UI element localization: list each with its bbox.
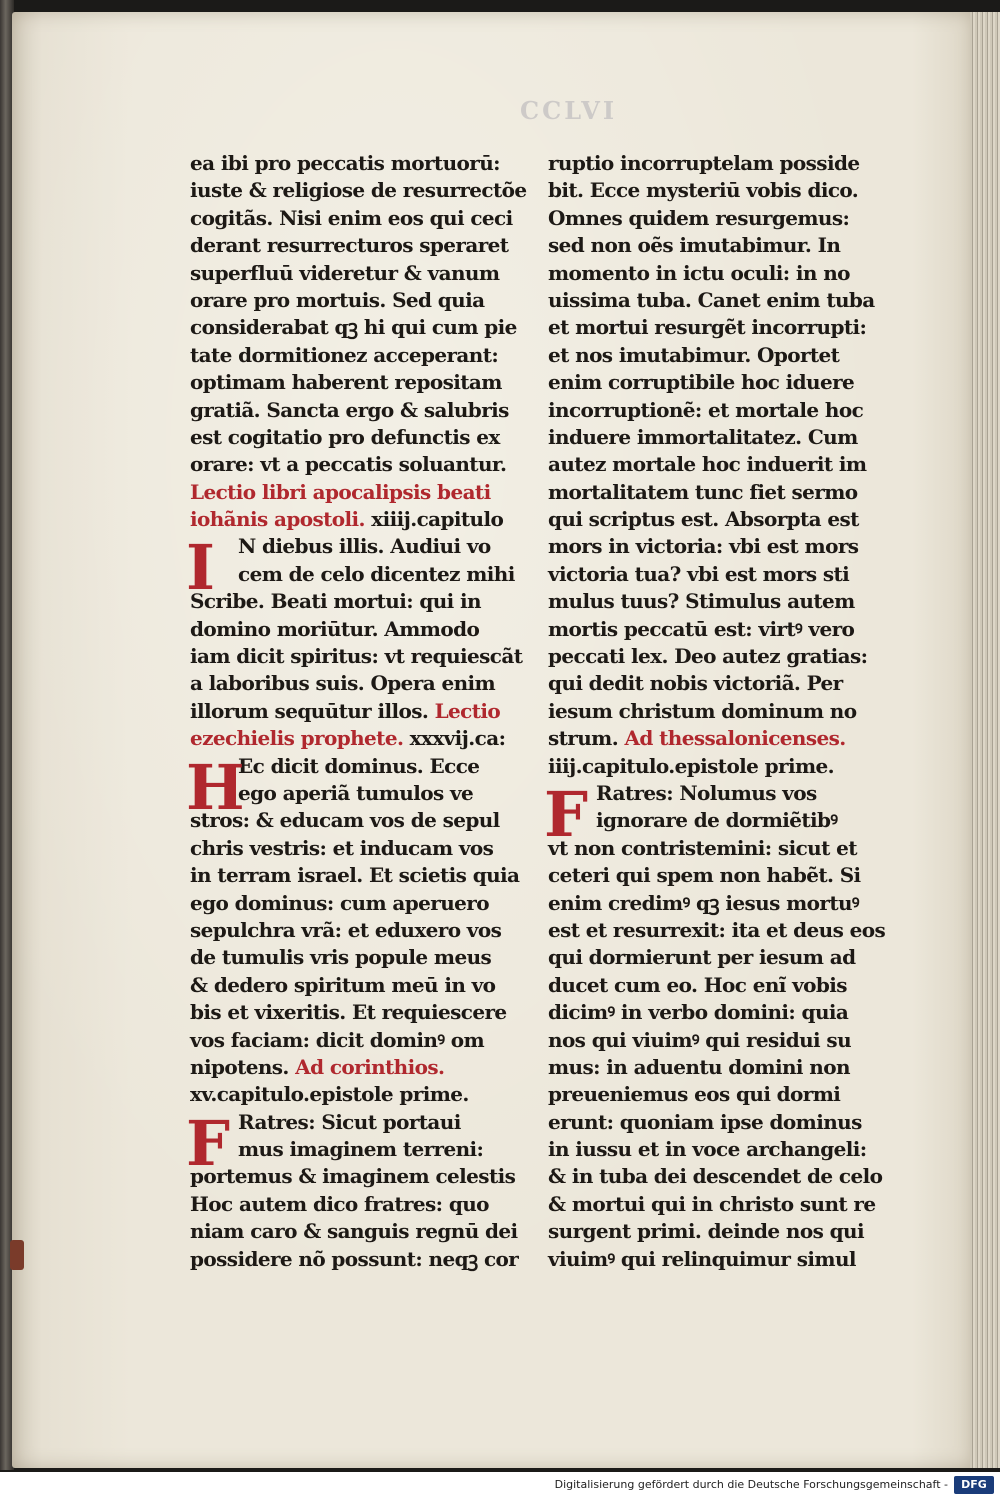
line-text: et mortui resurgẽt incorrupti:	[548, 315, 867, 340]
text-line	[190, 260, 530, 287]
text-line	[548, 260, 888, 287]
text-line	[190, 287, 530, 314]
line-text: erunt: quoniam ipse dominus	[548, 1109, 862, 1134]
text-line	[190, 1054, 530, 1081]
line-text: ceteri qui spem non habẽt. Si	[548, 863, 861, 888]
line-text: viuimꝰ qui relinquimur simul	[548, 1246, 856, 1271]
line-text: strum.	[548, 726, 619, 751]
line-text: possidere nõ possunt: neqꝫ cor	[190, 1246, 519, 1271]
text-line	[548, 1109, 888, 1136]
line-text: est cogitatio pro defunctis ex	[190, 424, 500, 449]
page-fore-edge	[970, 12, 1000, 1468]
text-line	[190, 643, 530, 670]
line-text: ruptio incorruptelam posside	[548, 151, 860, 175]
rubric-heading: Ad thessalonicenses.	[618, 726, 846, 751]
footer-credit: Digitalisierung gefördert durch die Deutsche Forschungsgemeinschaft -	[554, 1478, 948, 1491]
text-line	[190, 972, 530, 999]
rubric-line	[190, 506, 530, 533]
line-text: bit. Ecce mysteriū vobis dico.	[548, 178, 859, 203]
rubric-heading: Lectio	[428, 698, 501, 723]
red-initial-letter: F	[544, 777, 588, 851]
line-text: ego aperiã tumulos ve	[238, 780, 474, 805]
text-line	[548, 561, 888, 588]
text-line	[548, 753, 888, 780]
text-line	[190, 1027, 530, 1054]
text-line	[548, 479, 888, 506]
line-text: & in tuba dei descendet de celo	[548, 1164, 883, 1189]
text-line	[548, 424, 888, 451]
line-text: stros: & educam vos de sepul	[190, 808, 500, 833]
text-line	[548, 972, 888, 999]
text-line	[548, 1136, 888, 1163]
text-line	[190, 314, 530, 341]
text-line	[548, 397, 888, 424]
line-text: ducet cum eo. Hoc enĩ vobis	[548, 972, 847, 997]
line-text: Omnes quidem resurgemus:	[548, 205, 850, 230]
dfg-logo-icon: DFG	[954, 1476, 994, 1494]
text-line	[548, 533, 888, 560]
text-line	[190, 205, 530, 232]
text-line	[190, 917, 530, 944]
text-line	[190, 451, 530, 478]
line-text: sed non oẽs imutabimur. In	[548, 233, 841, 258]
line-text: qui dormierunt per iesum ad	[548, 945, 856, 970]
line-text: nipotens.	[190, 1054, 289, 1079]
text-line	[548, 588, 888, 615]
line-text: illorum sequūtur illos.	[190, 698, 429, 723]
text-line	[548, 616, 888, 643]
line-text: in iussu et in voce archangeli:	[548, 1137, 867, 1162]
red-initial-letter: H	[186, 750, 244, 824]
rubric-line	[190, 725, 530, 752]
text-line	[548, 1191, 888, 1218]
text-line	[548, 944, 888, 971]
text-line	[548, 1163, 888, 1190]
text-line	[548, 205, 888, 232]
text-line	[548, 725, 888, 752]
line-text: Ratres: Sicut portaui	[238, 1109, 461, 1134]
line-text: N diebus illis. Audiui vo	[238, 534, 491, 559]
line-text: mus imaginem terreni:	[238, 1137, 484, 1162]
line-text: enim corruptibile hoc iduere	[548, 370, 855, 395]
text-line	[548, 342, 888, 369]
text-line	[548, 369, 888, 396]
text-line	[548, 807, 888, 834]
line-text: mortis peccatū est: virtꝰ vero	[548, 616, 855, 641]
line-text: cem de celo dicentez mihi	[238, 561, 515, 586]
line-text: orare pro mortuis. Sed quia	[190, 287, 485, 312]
line-text: niam caro & sanguis regnū dei	[190, 1219, 518, 1244]
rubric-line	[190, 479, 530, 506]
line-text: uissima tuba. Canet enim tuba	[548, 287, 875, 312]
line-text: qui dedit nobis victoriã. Per	[548, 671, 843, 696]
line-text: ignorare de dormiẽtibꝰ	[596, 808, 838, 833]
text-line	[190, 944, 530, 971]
text-line	[190, 150, 530, 177]
line-text: dicimꝰ in verbo domini: quia	[548, 1000, 849, 1025]
line-text: Ec dicit dominus. Ecce	[238, 753, 480, 778]
line-text: momento in ictu oculi: in no	[548, 260, 850, 285]
text-line	[548, 862, 888, 889]
text-line	[548, 1081, 888, 1108]
line-text: chris vestris: et inducam vos	[190, 835, 494, 860]
line-text: derant resurrecturos speraret	[190, 233, 509, 258]
binding-mark	[10, 1240, 24, 1270]
line-text: qui scriptus est. Absorpta est	[548, 507, 859, 532]
line-text: iuste & religiose de resurrectõe	[190, 178, 527, 203]
text-line	[548, 451, 888, 478]
right-text-column	[544, 150, 888, 1273]
left-text-column	[186, 150, 530, 1273]
line-text: orare: vt a peccatis soluantur.	[190, 452, 507, 477]
red-initial-letter: I	[186, 531, 215, 605]
text-line	[548, 150, 888, 177]
line-text: vt non contristemini: sicut et	[548, 835, 857, 860]
line-text: iohãnis apostoli.	[190, 507, 365, 532]
text-line	[190, 862, 530, 889]
text-line	[548, 314, 888, 341]
line-text: Scribe. Beati mortui: qui in	[190, 589, 481, 614]
text-line	[190, 561, 530, 588]
line-text: enim credimꝰ qꝫ iesus mortuꝰ	[548, 890, 859, 915]
line-text: nos qui viuimꝰ qui residui su	[548, 1027, 852, 1052]
line-text: cogitãs. Nisi enim eos qui ceci	[190, 205, 513, 230]
text-line	[190, 780, 530, 807]
text-line	[548, 1054, 888, 1081]
line-text: & dedero spiritum meū in vo	[190, 972, 496, 997]
text-line	[548, 506, 888, 533]
line-text: induere immortalitatez. Cum	[548, 424, 858, 449]
text-line	[190, 342, 530, 369]
text-line	[548, 287, 888, 314]
line-text: superfluū videretur & vanum	[190, 260, 500, 285]
line-text: est et resurrexit: ita et deus eos	[548, 917, 886, 942]
line-text: mors in victoria: vbi est mors	[548, 534, 859, 559]
text-line	[190, 890, 530, 917]
text-line	[548, 999, 888, 1026]
text-line	[190, 1163, 530, 1190]
line-text: iam dicit spiritus: vt requiescãt	[190, 644, 523, 669]
text-line	[548, 643, 888, 670]
text-line	[190, 1136, 530, 1163]
chapter-ref: xiiij.capitulo	[364, 507, 504, 532]
line-text: Hoc autem dico fratres: quo	[190, 1191, 489, 1216]
text-line	[190, 1218, 530, 1245]
line-text: a laboribus suis. Opera enim	[190, 671, 496, 696]
line-text: et nos imutabimur. Oportet	[548, 342, 840, 367]
text-line	[190, 1246, 530, 1273]
text-line	[548, 1027, 888, 1054]
text-line	[548, 917, 888, 944]
text-line	[190, 999, 530, 1026]
line-text: considerabat qꝫ hi qui cum pie	[190, 315, 517, 340]
line-text: vos faciam: dicit dominꝰ om	[190, 1027, 485, 1052]
text-line	[190, 616, 530, 643]
line-text: mulus tuus? Stimulus autem	[548, 589, 855, 614]
line-text: domino moriūtur. Ammodo	[190, 616, 480, 641]
text-line	[190, 232, 530, 259]
line-text: xv.capitulo.epistole prime.	[190, 1082, 469, 1107]
folio-number: CCLVI	[520, 96, 618, 125]
footer-bar	[0, 1472, 1000, 1499]
line-text: tate dormitionez acceperant:	[190, 342, 499, 367]
line-text: bis et vixeritis. Et requiescere	[190, 1000, 507, 1025]
line-text: sepulchra vrã: et eduxero vos	[190, 917, 502, 942]
line-text: ezechielis prophete.	[190, 726, 404, 751]
text-line	[548, 1218, 888, 1245]
text-line	[190, 369, 530, 396]
line-text: portemus & imaginem celestis	[190, 1164, 516, 1189]
line-text: victoria tua? vbi est mors sti	[548, 561, 850, 586]
line-text: Ratres: Nolumus vos	[596, 780, 817, 805]
text-line	[548, 177, 888, 204]
text-line	[548, 670, 888, 697]
line-text: surgent primi. deinde nos qui	[548, 1219, 864, 1244]
line-text: peccati lex. Deo autez gratias:	[548, 644, 868, 669]
text-line	[548, 890, 888, 917]
line-text: preueniemus eos qui dormi	[548, 1082, 841, 1107]
line-text: optimam haberent repositam	[190, 370, 502, 395]
text-line	[190, 177, 530, 204]
line-text: incorruptionẽ: et mortale hoc	[548, 397, 864, 422]
text-line	[548, 1246, 888, 1273]
text-line	[190, 1191, 530, 1218]
text-line	[190, 670, 530, 697]
line-text: Lectio libri apocalipsis beati	[190, 479, 491, 504]
line-text: iiij.capitulo.epistole prime.	[548, 753, 835, 778]
text-line	[190, 588, 530, 615]
text-line	[548, 232, 888, 259]
chapter-ref: xxxvij.ca:	[403, 726, 506, 751]
text-line	[548, 698, 888, 725]
line-text: mortalitatem tunc fiet sermo	[548, 479, 858, 504]
text-line	[548, 835, 888, 862]
line-text: de tumulis vris popule meus	[190, 945, 492, 970]
rubric-heading: Ad corinthios.	[288, 1054, 445, 1079]
text-line	[190, 698, 530, 725]
line-text: in terram israel. Et scietis quia	[190, 863, 520, 888]
red-initial-letter: F	[186, 1106, 230, 1180]
text-line	[190, 1081, 530, 1108]
text-line	[190, 397, 530, 424]
line-text: gratiã. Sancta ergo & salubris	[190, 397, 509, 422]
text-line	[190, 424, 530, 451]
line-text: mus: in aduentu domini non	[548, 1054, 850, 1079]
line-text: ea ibi pro peccatis mortuorū:	[190, 151, 500, 175]
line-text: autez mortale hoc induerit im	[548, 452, 867, 477]
text-line	[190, 835, 530, 862]
line-text: iesum christum dominum no	[548, 698, 857, 723]
line-text: ego dominus: cum aperuero	[190, 890, 489, 915]
line-text: & mortui qui in christo sunt re	[548, 1191, 876, 1216]
